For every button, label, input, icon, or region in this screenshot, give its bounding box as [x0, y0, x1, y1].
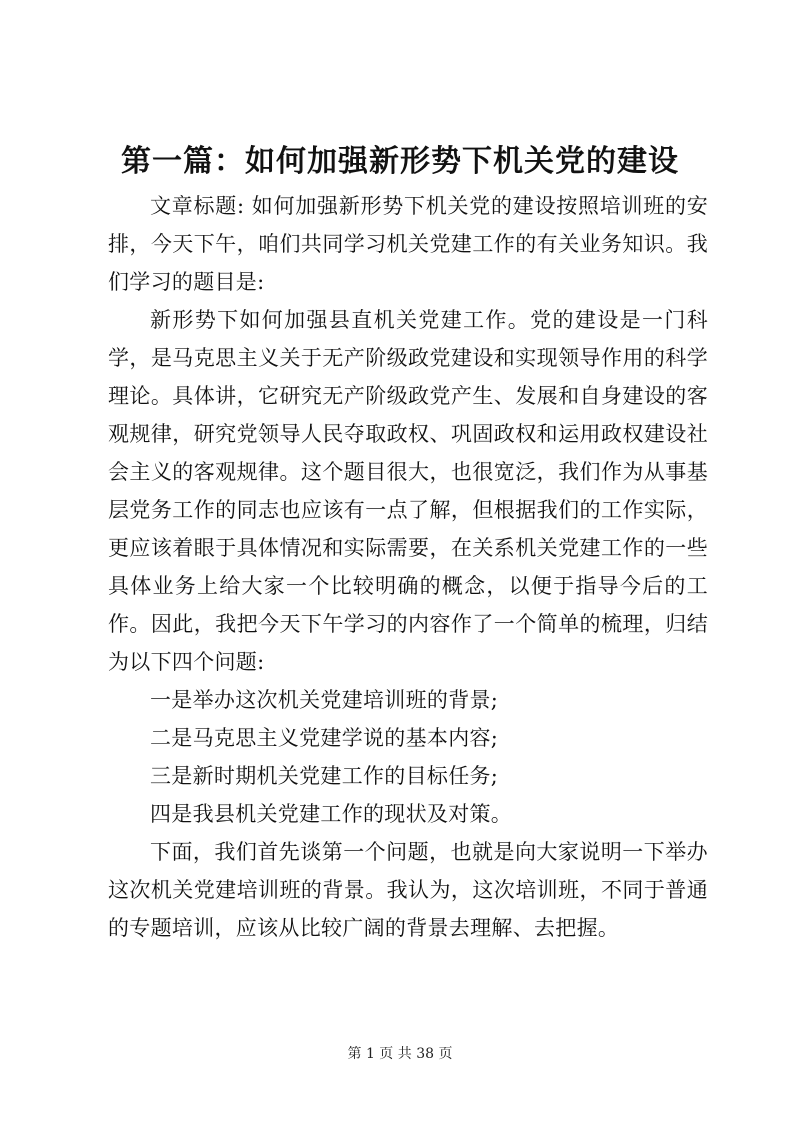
paragraph-background: 下面，我们首先谈第一个问题，也就是向大家说明一下举办这次机关党建培训班的背景。我认为，这次培训班，不同于普通的专题培训，应该从比较广阔的背景去理解、去把握。 — [108, 840, 708, 940]
list-item-2: 二是马克思主义党建学说的基本内容; — [150, 726, 499, 750]
page-number-footer: 第 1 页 共 38 页 — [347, 1046, 453, 1062]
document-body — [108, 187, 708, 947]
document-title: 第一篇：如何加强新形势下机关党的建设 — [121, 144, 679, 179]
paragraph-topic: 新形势下如何加强县直机关党建工作。党的建设是一门科学，是马克思主义关于无产阶级政党建设和实现领导作用的科学理论。具体讲，它研究无产阶级政党产生、发展和自身建设的客观规律，研究党领导人民夺取政权、巩固政权和运用政权建设社会主义的客观规律。这个题目很大，也很宽泛，我们作为从事基层党务工作的同志也应该有一点了解，但根据我们的工作实际，更应该着眼于具体情况和实际需要，在关系机关党建工作的一些具体业务上给大家一个比较明确的概念，以便于指导今后的工作。因此，我把今天下午学习的内容作了一个简单的梳理，归结为以下四个问题: — [108, 308, 708, 674]
list-item-4: 四是我县机关党建工作的现状及对策。 — [150, 802, 513, 826]
paragraph-intro: 文章标题: 如何加强新形势下机关党的建设按照培训班的安排，今天下午，咱们共同学习机关党建工作的有关业务知识。我们学习的题目是: — [108, 194, 708, 294]
list-item-3: 三是新时期机关党建工作的目标任务; — [150, 764, 499, 788]
list-item-1: 一是举办这次机关党建培训班的背景; — [150, 688, 499, 712]
